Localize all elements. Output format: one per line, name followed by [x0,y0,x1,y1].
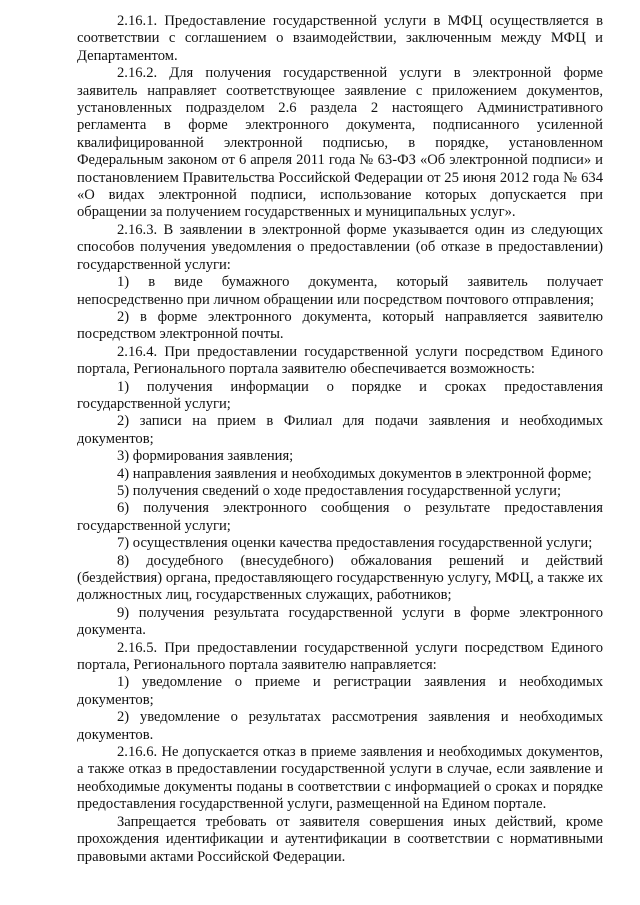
list-item-electronic-document: 2) в форме электронного документа, который направляется заявителю посредством электронной почты. [77,308,603,343]
list-item-send-application: 4) направления заявления и необходимых документов в электронной форме; [117,465,592,482]
list-item-appeal: 8) досудебного (внесудебного) обжалования решений и действий (бездействия) органа, предоставляющего государственную услугу, МФЦ, а также их должностных лиц, государственных служащих, работников; [77,552,603,604]
list-item-result-message: 6) получения электронного сообщения о результате предоставления государственной услуги; [77,500,603,534]
list-item-information: 1) получения информации о порядке и сроках предоставления государственной услуги; [77,378,603,412]
list-item-appointment: 2) записи на прием в Филиал для подачи заявления и необходимых документов; [77,413,603,447]
paragraph-2-16-5: 2.16.5. При предоставлении государственной услуги посредством Единого портала, Регионального портала заявителю направляется: [77,639,603,674]
list-item-status: 5) получения сведений о ходе предоставления государственной услуги; [117,482,562,499]
paragraph-2-16-4: 2.16.4. При предоставлении государственной услуги посредством Единого портала, Регионального портала заявителю обеспечивается возможность: [77,343,603,378]
paragraph-2-16-3: 2.16.3. В заявлении в электронной форме указывается один из следующих способов получения уведомления о предоставлении (об отказе в предоставлении) государственной услуги: [77,221,603,273]
list-item-form-application: 3) формирования заявления; [117,448,294,465]
list-item-quality-rating: 7) осуществления оценки качества предоставления государственной услуги; [117,535,593,552]
paragraph-2-16-2: 2.16.2. Для получения государственной услуги в электронной форме заявитель направляет соответствующее заявление с приложением документов, установленных подразделом 2.6 раздела 2 настоящего Административного регламента в форме электронного документа, подписанного усиленной квалифицированной электронной подписью, в порядке, установленном Федеральным законом от 6 апреля 2011 года № 63-ФЗ «Об электронной подписи» и постановлением Правительства Российской Федерации от 25 июня 2012 года № 634 «О видах электронной подписи, использование которых допускается при обращении за получением государственных и муниципальных услуг». [77,65,603,221]
document-page [77,13,603,866]
paragraph-2-16-1: 2.16.1. Предоставление государственной услуги в МФЦ осуществляется в соответствии с соглашением о взаимодействии, заключенным между МФЦ и Департаментом. [77,13,603,64]
list-item-receipt-notice: 1) уведомление о приеме и регистрации заявления и необходимых документов; [77,674,603,708]
list-item-electronic-result: 9) получения результата государственной услуги в форме электронного документа. [77,604,603,639]
list-item-review-notice: 2) уведомление о результатах рассмотрения заявления и необходимых документов. [77,709,603,743]
list-item-paper-document: 1) в виде бумажного документа, который заявитель получает непосредственно при личном обращении или посредством почтового отправления; [77,274,603,308]
paragraph-prohibition: Запрещается требовать от заявителя совершения иных действий, кроме прохождения идентификации и аутентификации в соответствии с нормативными правовыми актами Российской Федерации. [77,813,603,865]
paragraph-2-16-6: 2.16.6. Не допускается отказ в приеме заявления и необходимых документов, а также отказ в предоставлении государственной услуги в случае, если заявление и необходимые документы поданы в соответствии с информацией о сроках и порядке предоставления государственной услуги, размещенной на Едином портале. [77,744,603,813]
